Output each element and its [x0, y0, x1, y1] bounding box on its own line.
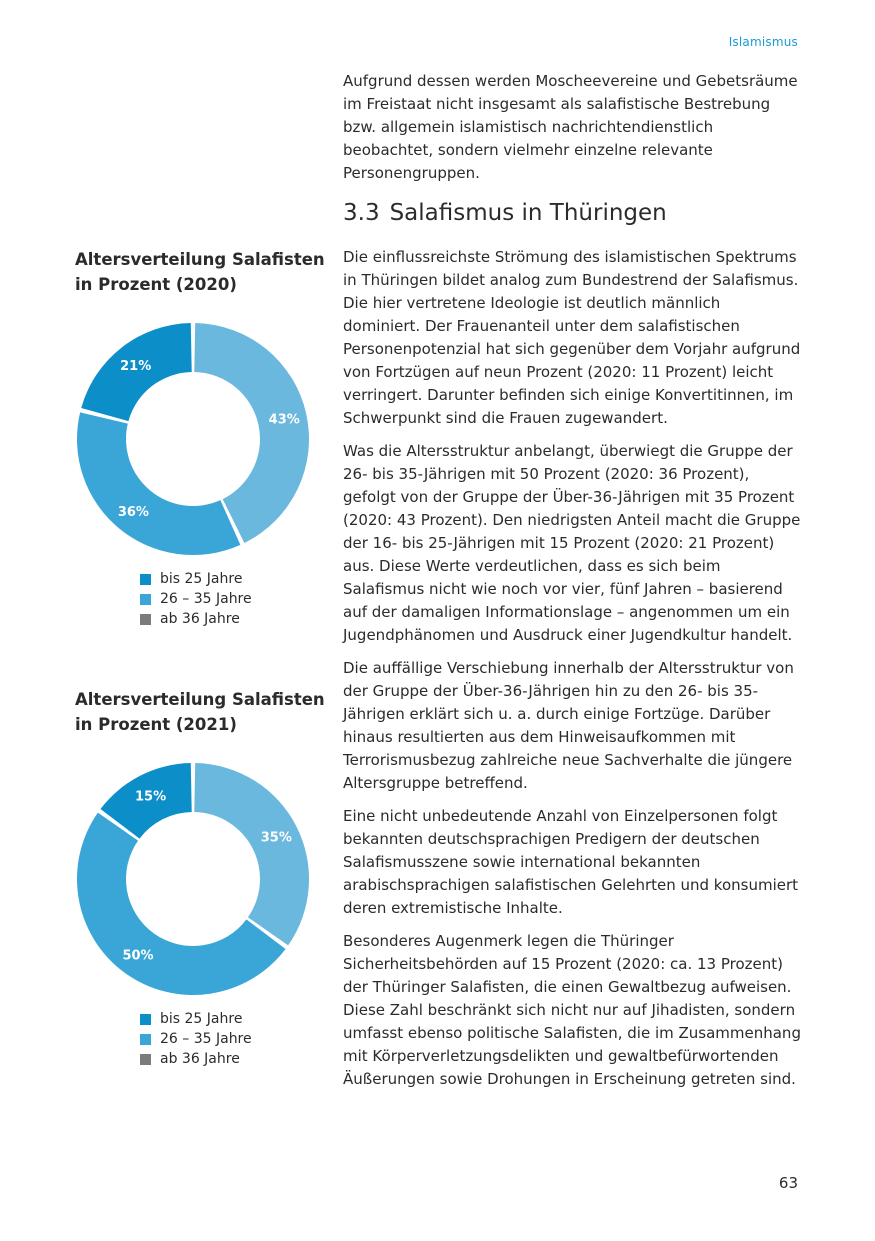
legend-swatch: [140, 1034, 151, 1045]
legend-label: ab 36 Jahre: [160, 611, 240, 627]
body-paragraph: Die einflussreichste Strömung des islamistischen Spektrums in Thüringen bildet analog zum Bundestrend der Salafismus. Die hier vertretene Ideologie ist deutlich männlich dominiert. Der Frauenanteil unter dem salafistischen Personenpotenzial hat sich gegenüber dem Vorjahr aufgrund von Fortzügen auf neun Prozent (2020: 11 Prozent) leicht verringert. Darunter befinden sich einige Konvertitinnen, im Schwerpunkt sind die Frauen zugewandert.: [343, 248, 801, 427]
slice-label: 36%: [117, 505, 149, 521]
legend-swatch: [140, 594, 151, 605]
slice-label: 35%: [260, 830, 292, 846]
slice-label: 15%: [134, 789, 167, 805]
legend-label: bis 25 Jahre: [160, 571, 243, 587]
chart-legend: [140, 1009, 252, 1069]
legend-label: 26 – 35 Jahre: [160, 591, 252, 607]
legend-label: 26 – 35 Jahre: [160, 1031, 252, 1047]
section-title: Salafismus in Thüringen: [389, 200, 667, 226]
chart-2020: [75, 247, 325, 637]
section-heading: [343, 200, 801, 226]
legend-swatch: [140, 1014, 151, 1025]
slice-26-35: [77, 412, 240, 555]
body-paragraph: Was die Altersstruktur anbelangt, überwiegt die Gruppe der 26- bis 35-Jährigen mit 50 Prozent (2020: 36 Prozent), gefolgt von der Gruppe der Über-36-Jährigen mit 35 Prozent (2020: 43 Prozent). Den niedrigsten Anteil macht die Gruppe der 16- bis 25-Jährigen mit 15 Prozent (2020: 21 Prozent) aus. Diese Werte verdeutlichen, dass es sich beim Salafismus nicht wie noch vor vier, fünf Jahren – basierend auf der damaligen Informationslage – angenommen um ein Jugendphänomen und Ausdruck einer Jugendkultur handelt.: [343, 442, 801, 644]
donut-chart-2020: [75, 321, 311, 557]
running-header: Islamismus: [728, 35, 798, 49]
legend-swatch: [140, 1054, 151, 1065]
legend-swatch: [140, 614, 151, 625]
slice-label: 50%: [122, 948, 154, 964]
body-paragraph: Besonderes Augenmerk legen die Thüringer Sicherheitsbehörden auf 15 Prozent (2020: ca. 13 Prozent) der Thüringer Salafisten, die einen Gewaltbezug aufweisen. Diese Zahl beschränkt sich nicht nur auf Jihadisten, sondern umfasst ebenso politische Salafisten, die im Zusammenhang mit Körperverletzungsdelikten und gewaltbefürwortenden Äußerungen sowie Drohungen in Erscheinung getreten sind.: [343, 932, 801, 1088]
chart-legend: [140, 569, 252, 629]
body-paragraph: Die auffällige Verschiebung innerhalb der Altersstruktur von der Gruppe der Über-36-Jährigen hin zu den 26- bis 35-Jährigen erklärt sich u. a. durch einige Fortzüge. Darüber hinaus resultierten aus dem Hinweisaufkommen mit Terrorismusbezug zahlreiche neue Sachverhalte die jüngere Altersgruppe betreffend.: [343, 659, 794, 792]
section-number: 3.3: [343, 200, 380, 226]
legend-item-ab-36: [140, 609, 252, 629]
legend-item-bis-25: [140, 569, 252, 589]
chart-title-line-2: in Prozent (2021): [75, 715, 237, 734]
slice-ab-36: [194, 763, 309, 945]
body-paragraph: Eine nicht unbedeutende Anzahl von Einzelpersonen folgt bekannten deutschsprachigen Predigern der deutschen Salafismusszene sowie international bekannten arabischsprachigen salafistischen Gelehrten und konsumiert deren extremistische Inhalte.: [343, 807, 799, 917]
page-number: 63: [778, 1174, 798, 1192]
legend-label: bis 25 Jahre: [160, 1011, 243, 1027]
slice-label: 43%: [268, 412, 300, 428]
legend-item-26-35: [140, 589, 252, 609]
chart-title-line-1: Altersverteilung Salafisten: [75, 690, 325, 709]
chart-2021: [75, 687, 325, 1077]
section-body: [343, 246, 801, 1101]
intro-block: [343, 70, 801, 195]
legend-item-ab-36: [140, 1049, 252, 1069]
donut-chart-2021: [75, 761, 311, 997]
legend-item-26-35: [140, 1029, 252, 1049]
chart-title-line-2: in Prozent (2020): [75, 275, 237, 294]
slice-label: 21%: [120, 359, 152, 375]
legend-item-bis-25: [140, 1009, 252, 1029]
legend-swatch: [140, 574, 151, 585]
legend-label: ab 36 Jahre: [160, 1051, 240, 1067]
intro-paragraph: Aufgrund dessen werden Moscheevereine und Gebetsräume im Freistaat nicht insgesamt als salafistische Bestrebung bzw. allgemein islamistisch nachrichtendienstlich beobachtet, sondern vielmehr einzelne relevante Personengruppen.: [343, 72, 798, 182]
chart-title-line-1: Altersverteilung Salafisten: [75, 250, 325, 269]
